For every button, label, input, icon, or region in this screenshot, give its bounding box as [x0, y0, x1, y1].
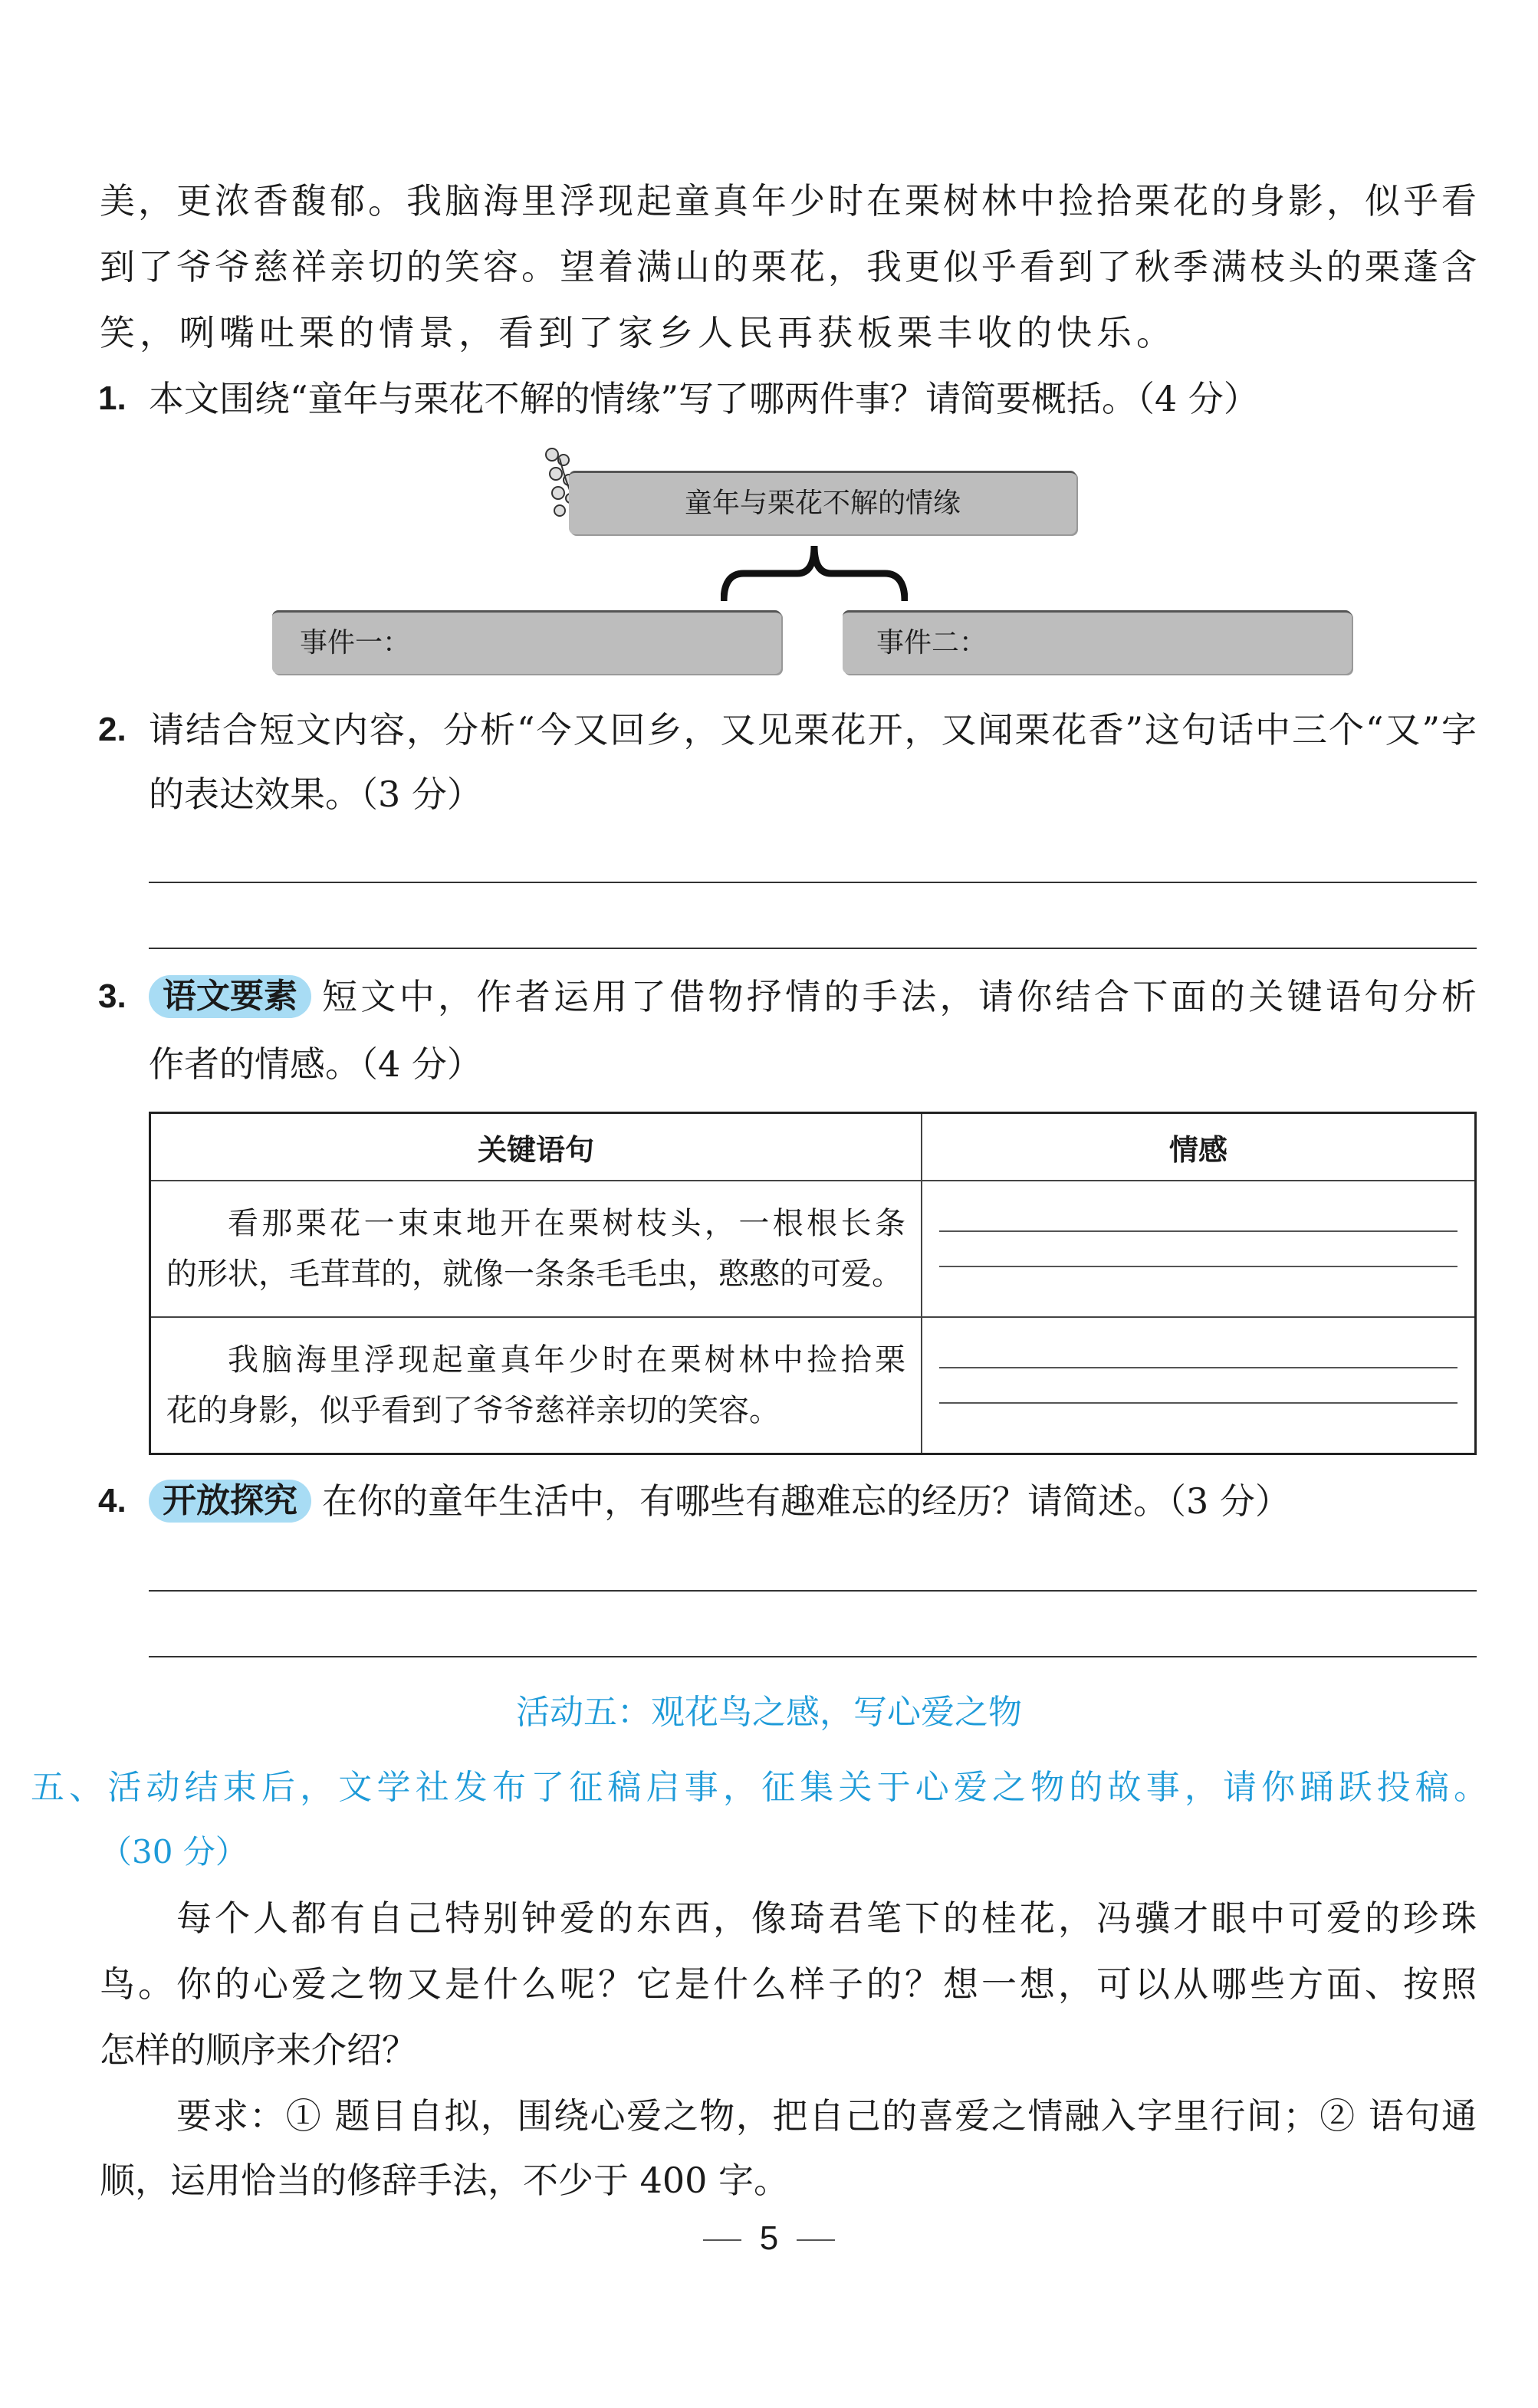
- emotion-answer-cell[interactable]: [922, 1317, 1476, 1454]
- key-sentence: 花的身影，似乎看到了爷爷慈祥亲切的笑容。: [166, 1393, 780, 1428]
- question-number: 1.: [98, 379, 127, 417]
- emotion-answer-cell[interactable]: [922, 1181, 1476, 1317]
- table-row: [150, 1317, 1476, 1454]
- answer-line[interactable]: [149, 1656, 1477, 1657]
- prompt-line: 怎样的顺序来介绍？: [100, 2029, 417, 2071]
- table-header: 关键语句: [150, 1113, 922, 1181]
- table-row: [150, 1181, 1476, 1317]
- question-text: 作者的情感。（4 分）: [149, 1043, 482, 1085]
- category-badge: 开放探究: [149, 1480, 311, 1523]
- question-text: 的表达效果。（3 分）: [149, 774, 482, 815]
- brace-icon: [721, 543, 908, 604]
- prompt-line: 每个人都有自己特别钟爱的东西，像琦君笔下的桂花，冯骥才眼中可爱的珍珠: [176, 1897, 1477, 1939]
- answer-line[interactable]: [149, 948, 1477, 949]
- passage-line: 笑，咧嘴吐栗的情景，看到了家乡人民再获板栗丰收的快乐。: [100, 312, 1176, 353]
- passage-line: 到了爷爷慈祥亲切的笑容。望着满山的栗花，我更似乎看到了秋季满枝头的栗蓬含: [100, 246, 1477, 287]
- event-one-label: 事件一：: [300, 627, 411, 659]
- page-footer: [0, 2216, 1538, 2262]
- prompt-line: 鸟。你的心爱之物又是什么呢？它是什么样子的？想一想，可以从哪些方面、按照: [100, 1963, 1477, 2005]
- question-number: 2.: [98, 711, 127, 748]
- answer-line[interactable]: [149, 882, 1477, 883]
- answer-line[interactable]: [149, 1590, 1477, 1592]
- event-two-label: 事件二：: [876, 627, 988, 659]
- question-text: 短文中，作者运用了借物抒情的手法，请你结合下面的关键语句分析: [322, 976, 1477, 1017]
- analysis-table: [149, 1112, 1477, 1455]
- question-text: 本文围绕“童年与栗花不解的情缘”写了哪两件事？请简要概括。（4 分）: [149, 378, 1259, 419]
- question-text: 在你的童年生活中，有哪些有趣难忘的经历？请简述。（3 分）: [322, 1480, 1290, 1522]
- category-badge: 语文要素: [149, 975, 311, 1018]
- section-score: （30 分）: [100, 1833, 248, 1871]
- requirement-line: 顺，运用恰当的修辞手法，不少于 400 字。: [100, 2160, 790, 2201]
- key-sentence: 看那栗花一束束地开在栗树枝头，一根根长条: [228, 1206, 905, 1241]
- activity-title: 活动五：观花鸟之感，写心爱之物: [516, 1693, 1022, 1732]
- question-number: 4.: [98, 1482, 127, 1519]
- diagram-title: 童年与栗花不解的情缘: [684, 488, 961, 519]
- diagram-title-box: [569, 471, 1076, 534]
- question-text: 请结合短文内容，分析“今又回乡，又见栗花开，又闻栗花香”这句话中三个“又”字: [149, 709, 1477, 751]
- section-title: 五、活动结束后，文学社发布了征稿启事，征集关于心爱之物的故事，请你踊跃投稿。: [31, 1768, 1487, 1807]
- event-one-box[interactable]: [272, 610, 781, 674]
- event-two-box[interactable]: [843, 610, 1352, 674]
- key-sentence: 的形状，毛茸茸的，就像一条条毛毛虫，憨憨的可爱。: [166, 1257, 902, 1292]
- passage-line: 美，更浓香馥郁。我脑海里浮现起童真年少时在栗树林中捡拾栗花的身影，似乎看: [100, 180, 1477, 222]
- key-sentence: 我脑海里浮现起童真年少时在栗树林中捡拾栗: [228, 1342, 905, 1378]
- page-number: 5: [759, 2219, 779, 2257]
- question-number: 3.: [98, 977, 127, 1015]
- table-header: 情感: [922, 1113, 1476, 1181]
- requirement-line: 要求：① 题目自拟，围绕心爱之物，把自己的喜爱之情融入字里行间；② 语句通: [176, 2095, 1477, 2137]
